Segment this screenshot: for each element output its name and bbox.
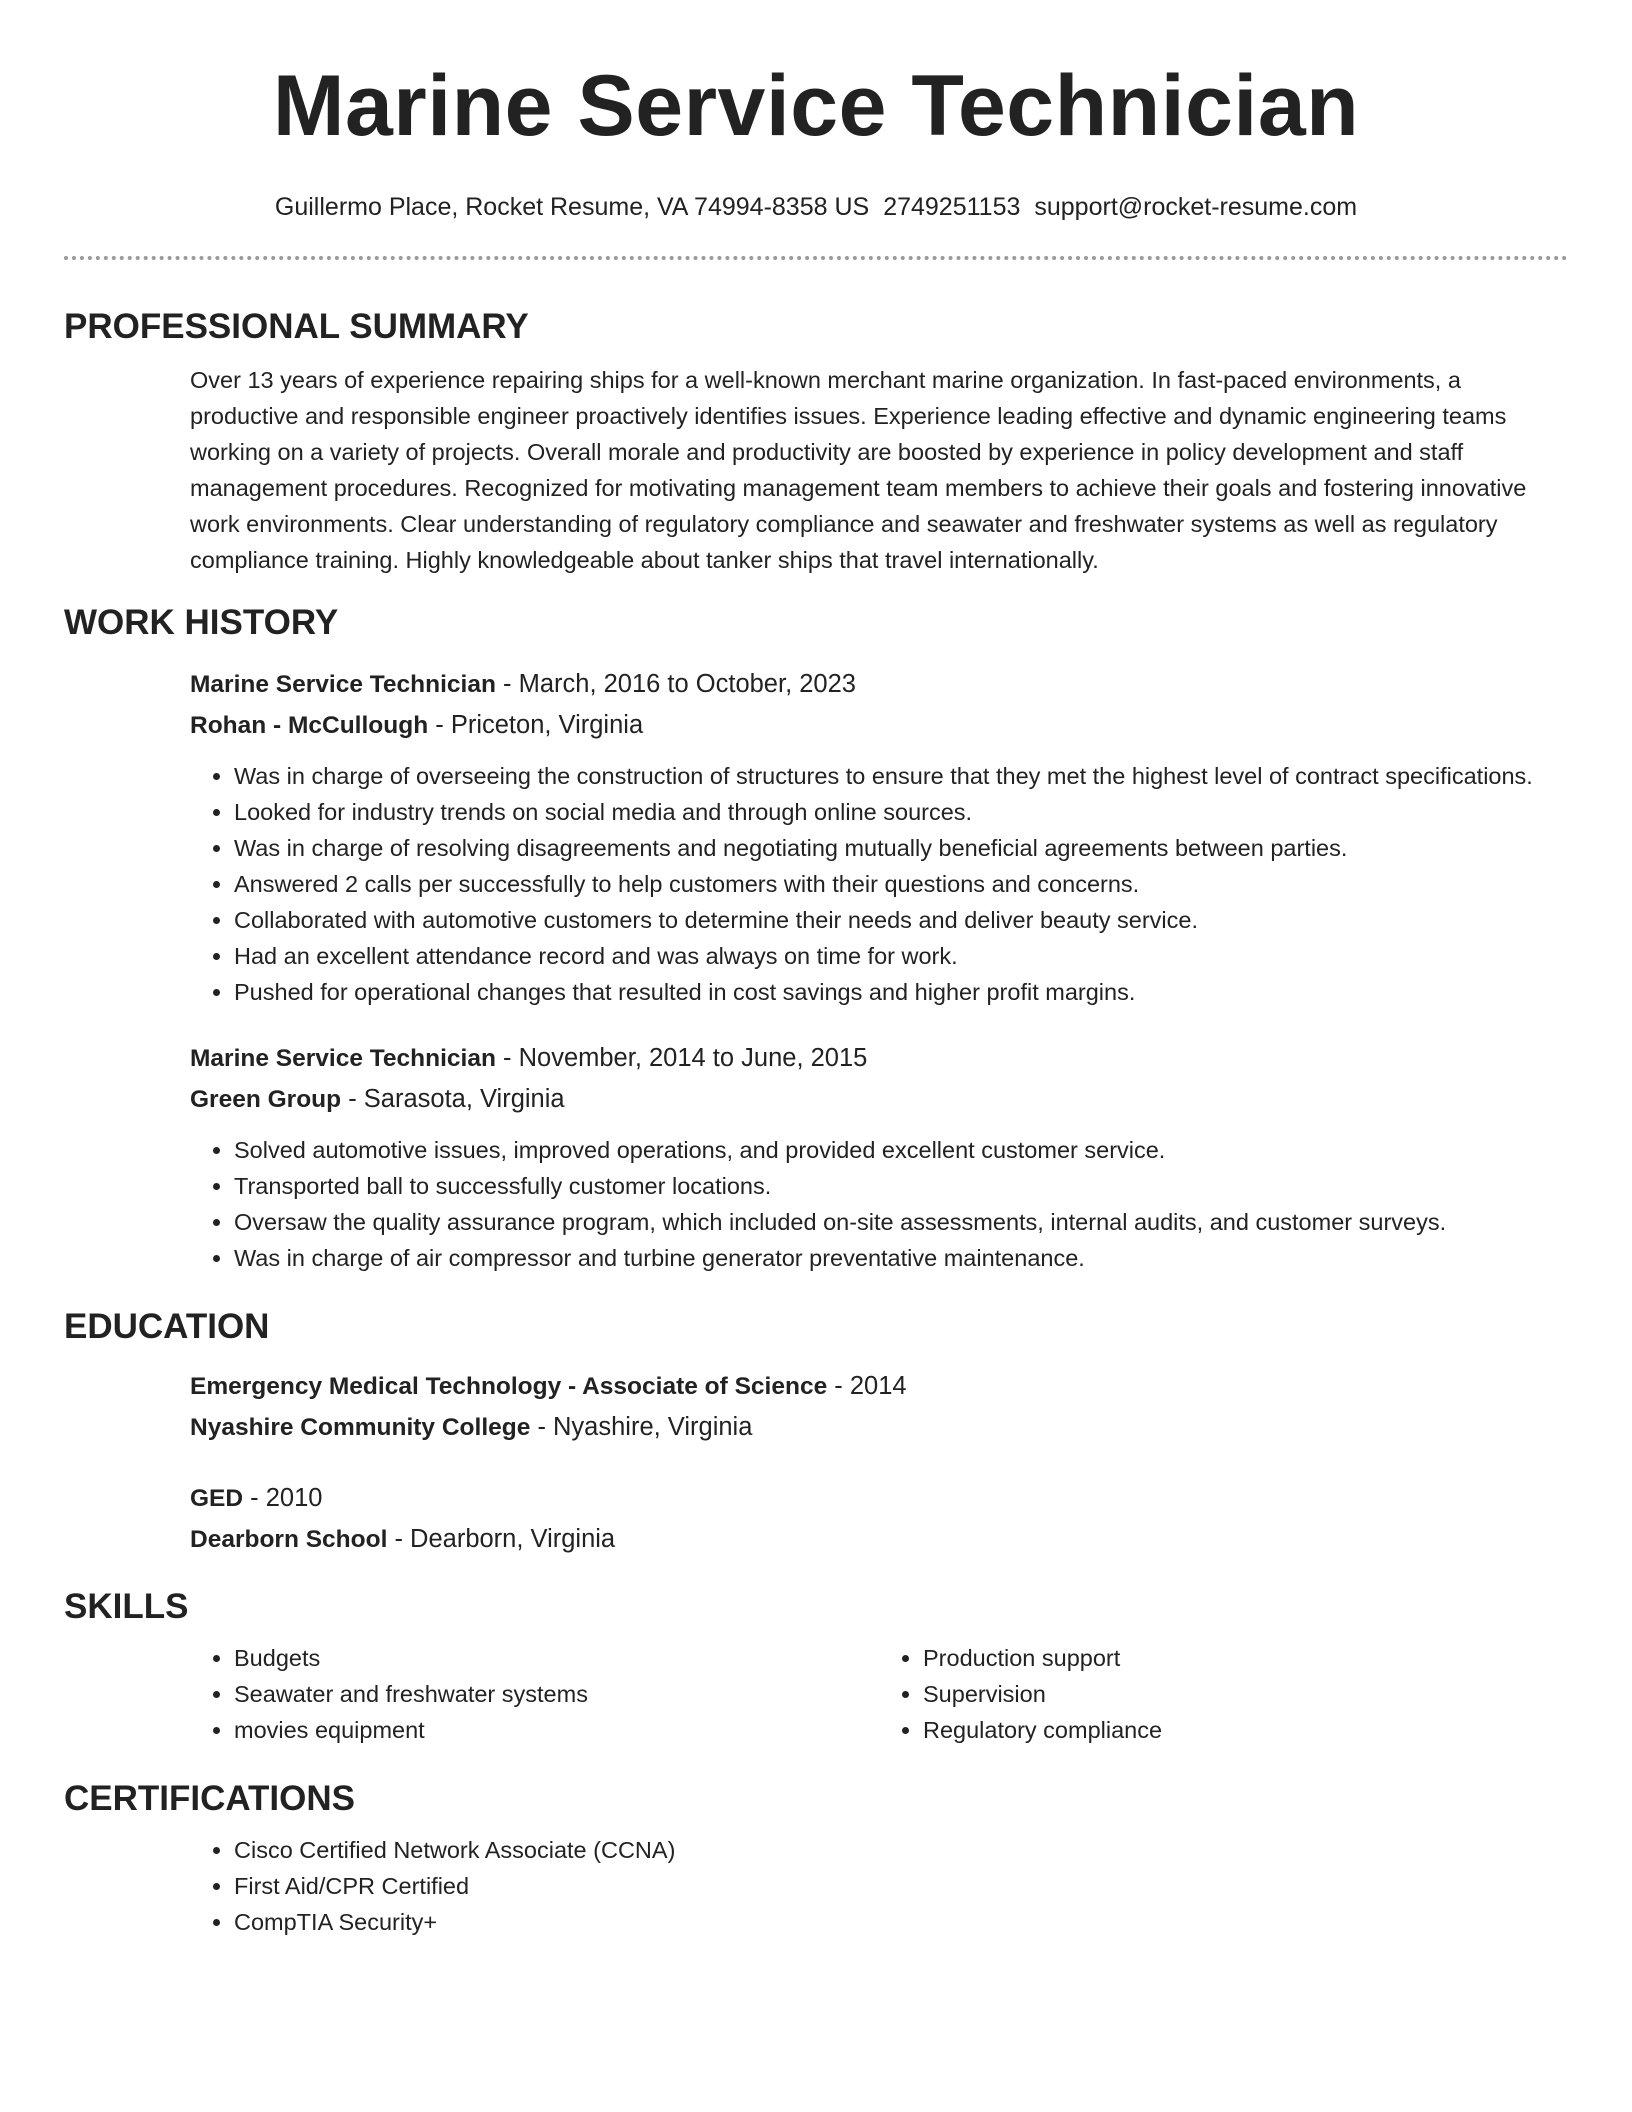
job-dates: - March, 2016 to October, 2023 (495, 670, 856, 698)
contact-address: Guillermo Place, Rocket Resume, VA 74994-8358 US (274, 193, 870, 221)
certifications-section (190, 1832, 1568, 1940)
job-title-line (190, 1038, 1568, 1079)
education-entry (190, 1478, 1568, 1560)
section-title-education: EDUCATION (64, 1307, 270, 1346)
list-item: • Was in charge of resolving disagreements and negotiating mutually beneficial agreements between parties. (234, 830, 1568, 866)
education-section (190, 1366, 1568, 1560)
list-item: • Answered 2 calls per successfully to help customers with their questions and concerns. (234, 866, 1568, 902)
job-company-line (190, 1079, 1568, 1120)
contact-phone: 2749251153 (883, 193, 1021, 221)
list-item: • Was in charge of air compressor and turbine generator preventative maintenance. (234, 1240, 1568, 1276)
contact-email: support@rocket-resume.com (1034, 193, 1358, 221)
contact-line (64, 192, 1568, 222)
resume-page (64, 0, 1568, 1940)
list-item: • Seawater and freshwater systems (234, 1676, 879, 1712)
job-entry (190, 664, 1568, 1010)
list-item: • Budgets (234, 1640, 879, 1676)
school-line (190, 1407, 1568, 1448)
job-company: Rohan - McCullough (190, 712, 429, 739)
job-role: Marine Service Technician (190, 1045, 496, 1072)
list-item: • Regulatory compliance (923, 1712, 1568, 1748)
header-divider (64, 256, 1568, 260)
school-location: - Nyashire, Virginia (530, 1413, 753, 1441)
skills-column-left (190, 1640, 879, 1748)
job-company-line (190, 705, 1568, 746)
list-item: • Supervision (923, 1676, 1568, 1712)
list-item: • Collaborated with automotive customers to determine their needs and deliver beauty service. (234, 902, 1568, 938)
degree-name: GED (190, 1485, 244, 1512)
section-title-skills: SKILLS (64, 1587, 189, 1626)
section-title-summary: PROFESSIONAL SUMMARY (64, 307, 529, 346)
degree-year: - 2010 (243, 1484, 323, 1512)
list-item: • movies equipment (234, 1712, 879, 1748)
degree-line (190, 1478, 1568, 1519)
list-item: • Solved automotive issues, improved operations, and provided excellent customer service. (234, 1132, 1568, 1168)
job-location: - Priceton, Virginia (428, 711, 644, 739)
degree-year: - 2014 (827, 1372, 907, 1400)
school-location: - Dearborn, Virginia (387, 1525, 616, 1553)
list-item: • Production support (923, 1640, 1568, 1676)
school-line (190, 1519, 1568, 1560)
job-title-line (190, 664, 1568, 705)
list-item: • Looked for industry trends on social media and through online sources. (234, 794, 1568, 830)
list-item: • Pushed for operational changes that resulted in cost savings and higher profit margins. (234, 974, 1568, 1010)
skills-column-right (879, 1640, 1568, 1748)
job-role: Marine Service Technician (190, 671, 496, 698)
list-item: • CompTIA Security+ (234, 1904, 1568, 1940)
job-entry (190, 1038, 1568, 1276)
job-company: Green Group (190, 1086, 342, 1113)
section-title-work-history: WORK HISTORY (64, 603, 339, 642)
list-item: • Was in charge of overseeing the construction of structures to ensure that they met the highest level of contract specifications. (234, 758, 1568, 794)
skills-section (190, 1640, 1568, 1748)
certifications-list (190, 1832, 1568, 1940)
degree-line (190, 1366, 1568, 1407)
job-bullets (190, 758, 1568, 1010)
education-entry (190, 1366, 1568, 1448)
job-bullets (190, 1132, 1568, 1276)
job-dates: - November, 2014 to June, 2015 (495, 1044, 868, 1072)
school-name: Dearborn School (190, 1526, 388, 1553)
list-item: • First Aid/CPR Certified (234, 1868, 1568, 1904)
list-item: • Had an excellent attendance record and was always on time for work. (234, 938, 1568, 974)
school-name: Nyashire Community College (190, 1414, 531, 1441)
section-title-certifications: CERTIFICATIONS (64, 1779, 356, 1818)
degree-name: Emergency Medical Technology - Associate of Science (190, 1373, 828, 1400)
summary-text: Over 13 years of experience repairing ships for a well-known merchant marine organization. In fast-paced environments, a productive and responsible engineer proactively identifies issues. Experience leading effective and dynamic engineering teams working on a variety of projects. Overall morale and productivity are boosted by experience in policy development and staff management procedures. Recognized for motivating management team members to achieve their goals and fostering innovative work environments. Clear understanding of regulatory compliance and seawater and freshwater systems as well as regulatory compliance training. Highly knowledgeable about tanker ships that travel internationally. (190, 367, 1527, 573)
job-location: - Sarasota, Virginia (341, 1085, 565, 1113)
skills-grid (190, 1640, 1568, 1748)
summary-section (190, 362, 1568, 578)
work-history-section (190, 664, 1568, 1276)
list-item: • Transported ball to successfully customer locations. (234, 1168, 1568, 1204)
resume-name: Marine Service Technician (272, 58, 1360, 154)
list-item: • Cisco Certified Network Associate (CCNA) (234, 1832, 1568, 1868)
list-item: • Oversaw the quality assurance program, which included on-site assessments, internal audits, and customer surveys. (234, 1204, 1568, 1240)
